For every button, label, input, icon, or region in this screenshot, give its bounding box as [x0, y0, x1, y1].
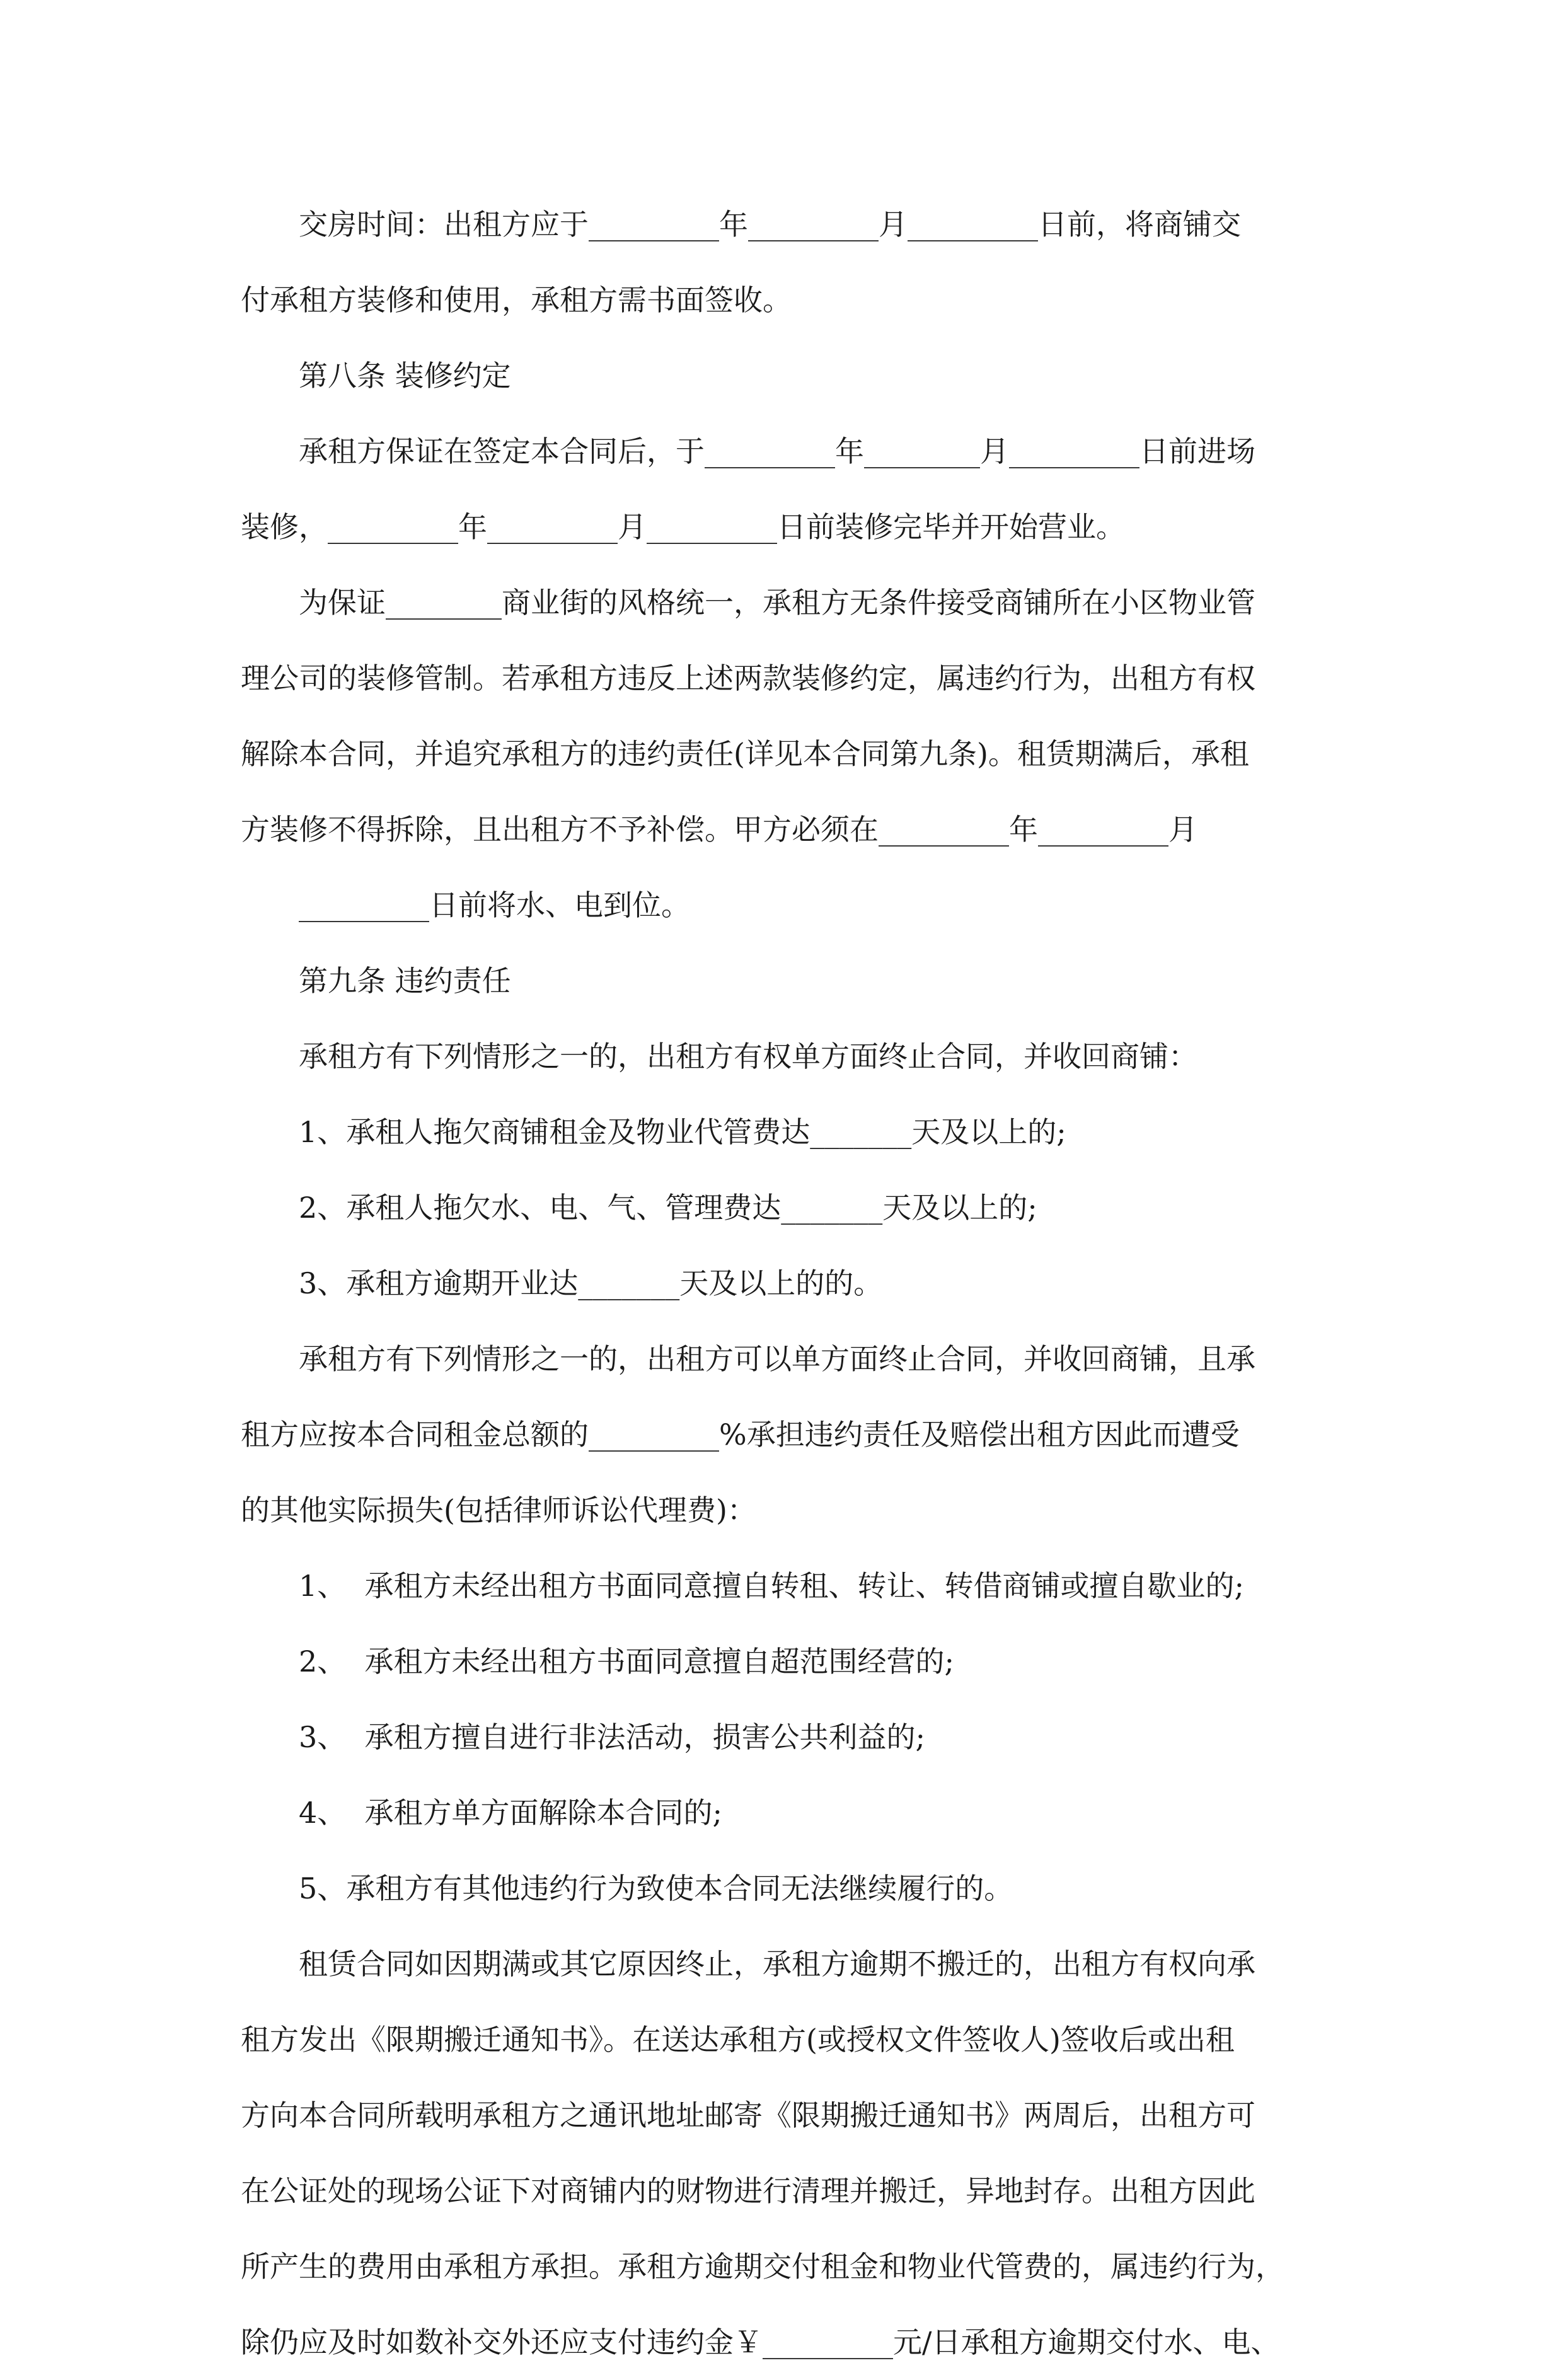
- paragraph-line: 承租方有下列情形之一的，出租方有权单方面终止合同，并收回商铺：: [299, 1039, 1197, 1073]
- paragraph-line: _________日前将水、电到位。: [299, 888, 690, 922]
- list-item: 2、 承租方未经出租方书面同意擅自超范围经营的;: [299, 1644, 955, 1678]
- article-8-heading: 第八条 装修约定: [299, 359, 511, 393]
- paragraph-line: 租方应按本合同租金总额的_________%承担违约责任及赔偿出租方因此而遭受: [241, 1418, 1240, 1452]
- list-item: 5、承租方有其他违约行为致使本合同无法继续履行的。: [299, 1871, 1013, 1905]
- list-item: 1、 承租方未经出租方书面同意擅自转租、转让、转借商铺或擅自歇业的;: [299, 1569, 1245, 1603]
- paragraph-line: 解除本合同，并追究承租方的违约责任(详见本合同第九条)。租赁期满后，承租: [241, 737, 1249, 771]
- paragraph-line: 方装修不得拆除，且出租方不予补偿。甲方必须在_________年_________月: [241, 812, 1197, 846]
- paragraph-line: 承租方有下列情形之一的，出租方可以单方面终止合同，并收回商铺，且承: [299, 1342, 1255, 1376]
- paragraph-line: 交房时间：出租方应于_________年_________月_________日前，将商铺交: [299, 207, 1241, 241]
- paragraph-line: 方向本合同所载明承租方之通讯地址邮寄《限期搬迁通知书》两周后，出租方可: [241, 2098, 1255, 2132]
- paragraph-line: 理公司的装修管制。若承租方违反上述两款装修约定，属违约行为，出租方有权: [241, 661, 1255, 695]
- paragraph-line: 所产生的费用由承租方承担。承租方逾期交付租金和物业代管费的，属违约行为，: [241, 2250, 1284, 2284]
- list-item: 3、承租方逾期开业达_______天及以上的的。: [299, 1266, 883, 1300]
- paragraph-line: 装修，_________年_________月_________日前装修完毕并开始营业。: [241, 510, 1125, 544]
- paragraph-line: 在公证处的现场公证下对商铺内的财物进行清理并搬迁，异地封存。出租方因此: [241, 2174, 1255, 2208]
- paragraph-line: 的其他实际损失(包括律师诉讼代理费)：: [241, 1493, 756, 1527]
- list-item: 3、 承租方擅自进行非法活动，损害公共利益的;: [299, 1720, 926, 1754]
- list-item: 2、承租人拖欠水、电、气、管理费达_______天及以上的;: [299, 1191, 1037, 1225]
- paragraph-line: 除仍应及时如数补交外还应支付违约金￥_________元/日承租方逾期交付水、电、: [241, 2325, 1280, 2359]
- paragraph-line: 承租方保证在签定本合同后，于_________年________月_________日前进场: [299, 434, 1255, 468]
- paragraph-line: 租赁合同如因期满或其它原因终止，承租方逾期不搬迁的，出租方有权向承: [299, 1947, 1255, 1981]
- list-item: 1、承租人拖欠商铺租金及物业代管费达_______天及以上的;: [299, 1115, 1066, 1149]
- contract-body: [241, 187, 1325, 2380]
- list-item: 4、 承租方单方面解除本合同的;: [299, 1796, 723, 1830]
- paragraph-line: 付承租方装修和使用，承租方需书面签收。: [241, 283, 792, 317]
- article-9-heading: 第九条 违约责任: [299, 964, 511, 998]
- paragraph-line: 租方发出《限期搬迁通知书》。在送达承租方(或授权文件签收人)签收后或出租: [241, 2023, 1235, 2057]
- paragraph-line: 为保证________商业街的风格统一，承租方无条件接受商铺所在小区物业管: [299, 586, 1255, 620]
